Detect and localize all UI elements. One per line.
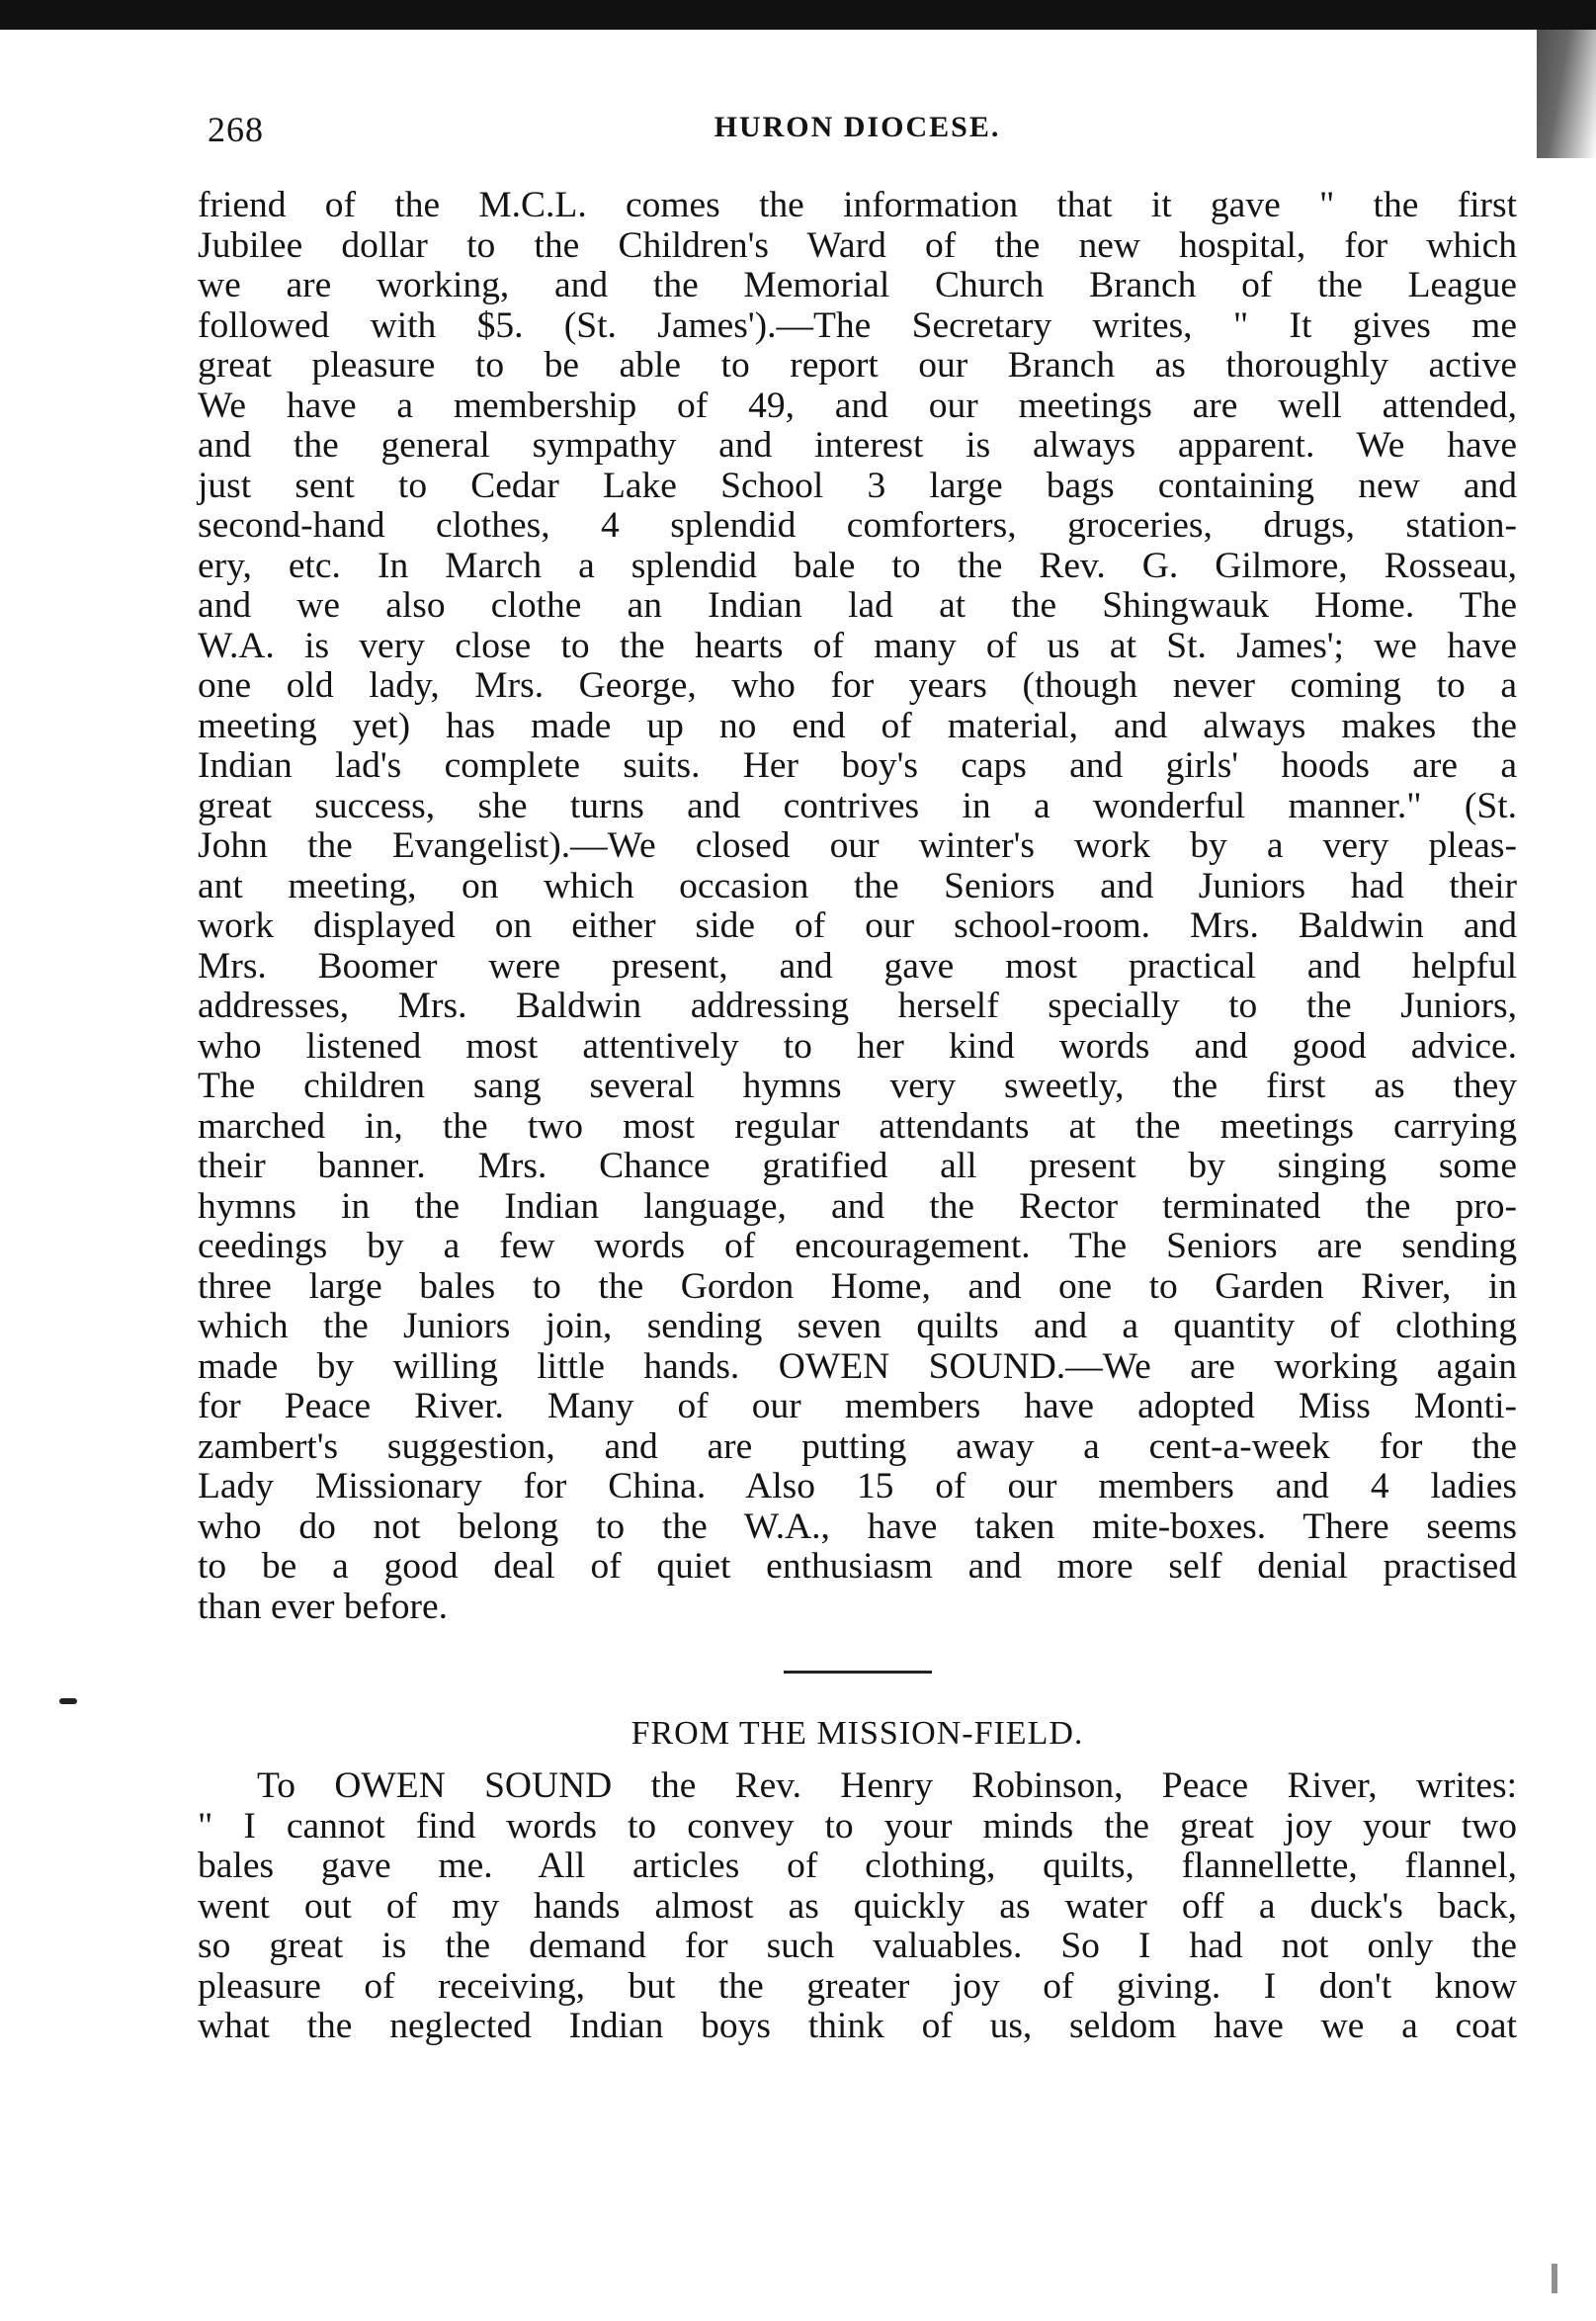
text-line: and the general sympathy and interest is always apparent. We have xyxy=(198,425,1517,466)
text-line: Indian lad's complete suits. Her boy's caps and girls' hoods are a xyxy=(198,745,1517,786)
text-line: their banner. Mrs. Chance gratified all present by singing some xyxy=(198,1146,1517,1186)
text-line: zambert's suggestion, and are putting away a cent-a-week for the xyxy=(198,1425,1517,1467)
text-line: who do not belong to the W.A., have taken mite-boxes. There seems xyxy=(198,1505,1517,1547)
text-line: than ever before. xyxy=(198,1586,448,1627)
text-line: work displayed on either side of our school-room. Mrs. Baldwin and xyxy=(198,905,1517,946)
text-line: bales gave me. All articles of clothing, quilts, flannellette, flannel, xyxy=(198,1846,1517,1886)
text-line: just sent to Cedar Lake School 3 large bags containing new and xyxy=(198,465,1517,506)
text-line: and we also clothe an Indian lad at the Shingwauk Home. The xyxy=(198,585,1517,626)
text-line: We have a membership of 49, and our meetings are well attended, xyxy=(198,385,1517,426)
text-line: we are working, and the Memorial Church Branch of the League xyxy=(198,265,1517,305)
text-line: so great is the demand for such valuables. So I had not only the xyxy=(198,1926,1517,1966)
text-line: made by willing little hands. OWEN SOUND.—We are working again xyxy=(198,1345,1517,1387)
text-line: one old lady, Mrs. George, who for years (though never coming to a xyxy=(198,665,1517,706)
text-line: Mrs. Boomer were present, and gave most practical and helpful xyxy=(198,945,1517,987)
text-line: Lady Missionary for China. Also 15 of our members and 4 ladies xyxy=(198,1466,1517,1506)
text-line: three large bales to the Gordon Home, and one to Garden River, in xyxy=(198,1265,1517,1307)
text-line: which the Juniors join, sending seven quilts and a quantity of clothing xyxy=(198,1306,1517,1346)
body-paragraph xyxy=(198,186,1517,1627)
text-line: meeting yet) has made up no end of material, and always makes the xyxy=(198,705,1517,746)
text-line: second-hand clothes, 4 splendid comforters, groceries, drugs, station- xyxy=(198,505,1517,546)
text-line: W.A. is very close to the hearts of many of us at St. James'; we have xyxy=(198,625,1517,666)
scan-edge-shadow xyxy=(1537,30,1596,158)
text-line: pleasure of receiving, but the greater joy of giving. I don't know xyxy=(198,1965,1517,2007)
page-number: 268 xyxy=(208,110,264,149)
text-line: followed with $5. (St. James').—The Secretary writes, " It gives me xyxy=(198,304,1517,346)
text-line: hymns in the Indian language, and the Rector terminated the pro- xyxy=(198,1185,1517,1227)
text-line: who listened most attentively to her kind words and good advice. xyxy=(198,1025,1517,1067)
text-line: marched in, the two most regular attendants at the meetings carrying xyxy=(198,1105,1517,1147)
text-line: ceedings by a few words of encouragement. The Seniors are sending xyxy=(198,1226,1517,1266)
section-paragraph xyxy=(198,1766,1517,2047)
text-line: addresses, Mrs. Baldwin addressing herself specially to the Juniors, xyxy=(198,986,1517,1026)
text-line: friend of the M.C.L. comes the information that it gave " the first xyxy=(198,185,1517,225)
margin-mark xyxy=(1552,2264,1557,2293)
page-header-title: HURON DIOCESE. xyxy=(714,111,1001,143)
text-line: what the neglected Indian boys think of us, seldom have we a coat xyxy=(198,2006,1517,2046)
scan-edge-bar xyxy=(0,0,1596,30)
text-line: to be a good deal of quiet enthusiasm and more self denial practised xyxy=(198,1546,1517,1587)
text-line: went out of my hands almost as quickly as water off a duck's back, xyxy=(198,1885,1517,1927)
text-line: To OWEN SOUND the Rev. Henry Robinson, Peace River, writes: xyxy=(257,1765,1517,1806)
section-divider xyxy=(784,1671,932,1674)
section-heading: FROM THE MISSION-FIELD. xyxy=(630,1715,1084,1752)
book-page xyxy=(198,109,1517,2047)
text-line: for Peace River. Many of our members have adopted Miss Monti- xyxy=(198,1386,1517,1426)
text-line: John the Evangelist).—We closed our winter's work by a very pleas- xyxy=(198,825,1517,866)
text-line: great pleasure to be able to report our Branch as thoroughly active xyxy=(198,345,1517,386)
text-line: The children sang several hymns very sweetly, the first as they xyxy=(198,1066,1517,1106)
running-head xyxy=(198,109,1517,158)
margin-mark xyxy=(59,1698,77,1704)
text-line: " I cannot find words to convey to your minds the great joy your two xyxy=(198,1805,1517,1847)
text-line: Jubilee dollar to the Children's Ward of the new hospital, for which xyxy=(198,224,1517,266)
text-line: great success, she turns and contrives in a wonderful manner." (St. xyxy=(198,785,1517,826)
text-line: ery, etc. In March a splendid bale to the Rev. G. Gilmore, Rosseau, xyxy=(198,545,1517,586)
text-line: ant meeting, on which occasion the Seniors and Juniors had their xyxy=(198,865,1517,906)
